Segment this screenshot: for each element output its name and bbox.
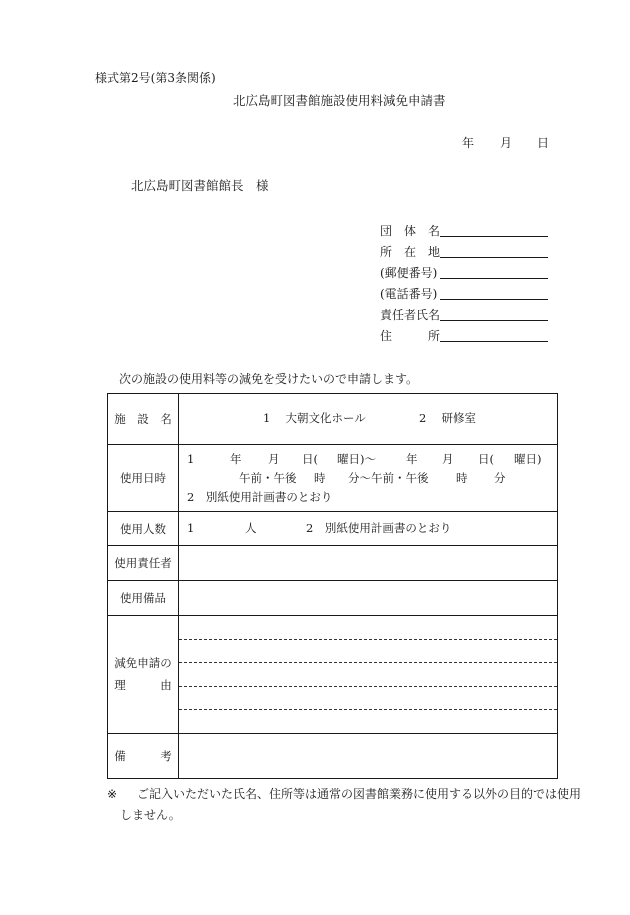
addressee: 北広島町図書館館長 様 [131,178,269,193]
reason-label-line1: 減免申請の [114,655,172,670]
field-value-line[interactable] [440,341,548,342]
field-value-line[interactable] [440,257,548,258]
datetime-minute1-ampm2: 分〜午前・午後 [348,471,429,485]
facility-option-hall[interactable]: 1 大朝文化ホール [263,411,366,425]
field-label: (電話番号) [380,287,438,301]
equipment-label: 使用備品 [108,581,179,616]
datetime-weekday2: 曜日) [514,452,542,466]
datetime-month2: 月 [442,452,454,466]
reason-dashed-line [179,639,557,640]
datetime-month1: 月 [268,452,280,466]
field-responsible-name[interactable] [380,306,548,322]
field-value-line[interactable] [440,278,548,279]
facility-option-room[interactable]: 2 研修室 [419,411,476,425]
responsible-cell[interactable] [179,546,558,581]
reason-label [108,616,179,734]
datetime-day1: 日( [302,452,318,466]
remarks-label: 備 考 [108,734,179,779]
date-line [0,137,630,151]
datetime-year1: 年 [230,452,242,466]
date-month-label: 月 [500,136,513,150]
field-label: 所 在 地 [380,245,441,259]
field-label: 住 所 [380,329,441,343]
datetime-label: 使用日時 [108,445,179,512]
field-value-line[interactable] [440,320,548,321]
note-mark: ※ [107,787,118,801]
note-line1: ご記入いただいた氏名、住所等は通常の図書館業務に使用する以外の目的では使用 [137,787,582,801]
field-residence[interactable] [380,327,548,343]
datetime-year2: 年 [406,452,418,466]
equipment-cell[interactable] [179,581,558,616]
responsible-label: 使用責任者 [108,546,179,581]
remarks-cell[interactable] [179,734,558,779]
application-table [107,393,558,779]
document-title: 北広島町図書館施設使用料減免申請書 [233,93,446,108]
datetime-hour1: 時 [314,471,326,485]
table-row-reason [108,616,558,734]
people-label: 使用人数 [108,512,179,546]
reason-dashed-line [179,662,557,663]
reason-dashed-line [179,686,557,687]
facility-label: 施 設 名 [108,394,179,445]
datetime-hour2: 時 [456,471,468,485]
datetime-option1-number: 1 [187,452,195,466]
table-row-remarks [108,734,558,779]
form-number: 様式第2号(第3条関係) [95,71,216,85]
field-postal-code[interactable] [380,264,548,280]
people-option1-number: 1 [187,521,195,535]
date-day-label: 日 [537,136,550,150]
datetime-option2[interactable]: 2 別紙使用計画書のとおり [187,490,333,504]
datetime-weekday1: 曜日)〜 [337,452,376,466]
table-row-facility [108,394,558,445]
field-value-line[interactable] [440,299,548,300]
date-year-label: 年 [462,136,475,150]
reason-dashed-line [179,709,557,710]
field-phone[interactable] [380,285,548,301]
people-unit: 人 [245,521,257,535]
field-address[interactable] [380,243,548,259]
table-row-people [108,512,558,546]
datetime-day2: 日( [478,452,494,466]
datetime-minute2: 分 [494,471,506,485]
field-value-line[interactable] [440,236,548,237]
people-cell[interactable] [179,512,558,546]
reason-cell[interactable] [179,616,558,734]
table-row-responsible [108,546,558,581]
field-label: 責任者氏名 [380,308,441,322]
table-row-datetime [108,445,558,512]
reason-label-line2: 理 由 [114,677,172,692]
facility-cell[interactable] [179,394,558,445]
intro-text: 次の施設の使用料等の減免を受けたいので申請します。 [119,372,419,386]
field-label: (郵便番号) [380,266,438,280]
field-group-name[interactable] [380,222,548,238]
note-line2: しません。 [120,808,181,822]
people-option2[interactable]: 2 別紙使用計画書のとおり [306,521,452,535]
datetime-ampm1: 午前・午後 [239,471,297,485]
table-row-equipment [108,581,558,616]
field-label: 団 体 名 [380,224,441,238]
datetime-cell[interactable] [179,445,558,512]
